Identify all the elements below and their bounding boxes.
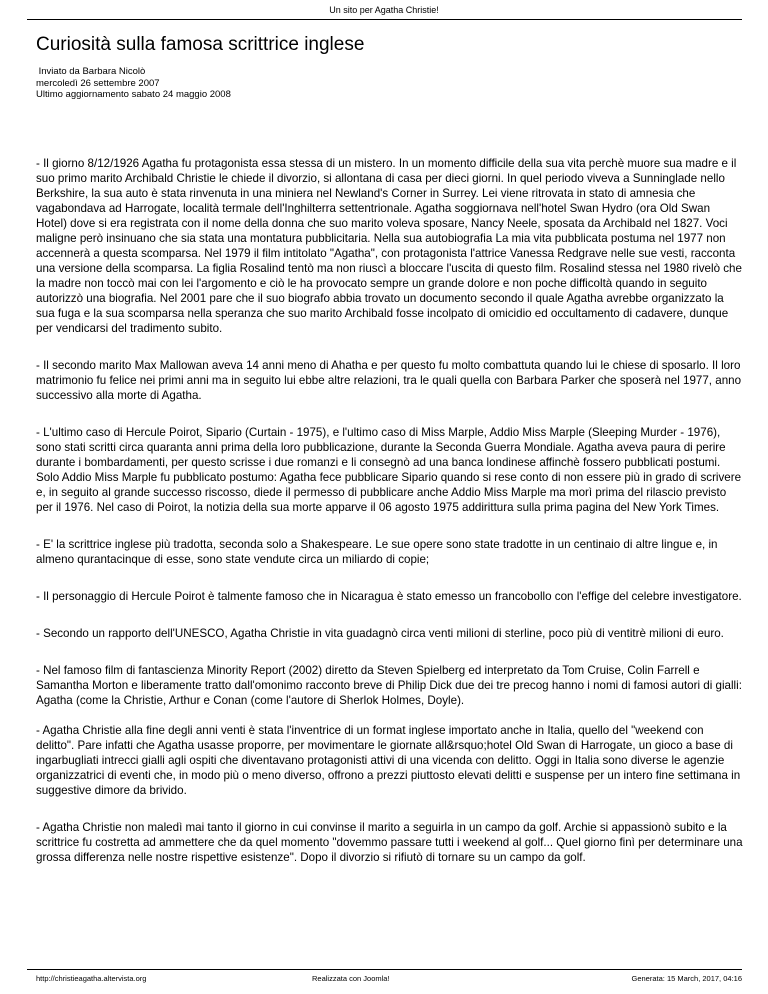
footer-site-url: http://christieagatha.altervista.org: [36, 974, 147, 983]
footer-divider: [27, 969, 742, 970]
paragraph-last-cases: - L'ultimo caso di Hercule Poirot, Sipario (Curtain - 1975), e l'ultimo caso di Miss Marple, Addio Miss Marple (Sleeping Murder - 1976), sono stati scritti circa quaranta anni prima della loro pubblicazione, durante la Seconda Guerra Mondiale. Agatha aveva paura di perire durante i bombardamenti, per questo scrisse i due romanzi e li consegnò ad una banca londinese affinchè fossero pubblicati postumi. Solo Addio Miss Marple fu pubblicato postumo: Agatha fece pubblicare Sipario quando si rese conto di non essere più in grado di scrivere e, in seguito al grande successo riscosso, diede il permesso di pubblicare anche Addio Miss Marple ma morì prima del rilascio previsto per il 1976. Nel caso di Poirot, la notizia della sua morte apparve il 06 agosto 1975 addirittura sulla prima pagina del New York Times.: [36, 426, 742, 514]
site-header-title: Un sito per Agatha Christie!: [329, 5, 439, 15]
page-footer: [36, 974, 742, 986]
posted-date: mercoledì 26 settembre 2007: [36, 77, 160, 89]
paragraph-minority-report: - Nel famoso film di fantascienza Minority Report (2002) diretto da Steven Spielberg ed interpretato da Tom Cruise, Colin Farrell e Samantha Morton e liberamente tratto dall'omonimo racconto breve di Philip Dick due dei tre precog hanno i nomi di famosi autori di gialli: Agatha (come la Christie, Arthur e Conan (come l'autore di Sherlok Holmes, Doyle).: [36, 664, 742, 707]
paragraph-murder-weekend: - Agatha Christie alla fine degli anni venti è stata l'inventrice di un format inglese importato anche in Italia, quello del "weekend con delitto". Pare infatti che Agatha usasse proporre, per movimentare le giornate all&rsquo;hotel Old Swan di Harrogate, un gioco a base di ingarbugliati intrecci gialli agli ospiti che diventavano protagonisti attivi di una vicenda con delitto. Oggi in Italia sono diverse le agenzie organizzatrici di eventi che, in modo più o meno diverso, offrono a prezzi piuttosto elevati delitti e suspense per un intero fine settimana in suggestive dimore da brivido.: [36, 724, 741, 797]
paragraph-translations: - E' la scrittrice inglese più tradotta, seconda solo a Shakespeare. Le sue opere sono state tradotte in un centinaio di altre lingue e, in almeno qurantacinque di esse, sono state vendute circa un miliardo di copie;: [36, 538, 718, 566]
paragraph-second-husband: - Il secondo marito Max Mallowan aveva 14 anni meno di Ahatha e per questo fu molto combattuta quando lui le chiese di sposarlo. Il loro matrimonio fu felice nei primi anni ma in seguito lui ebbe altre relazioni, tra le quali quella con Barbara Parker che sposerà nel 1977, anno successivo alla morte di Agatha.: [36, 359, 742, 402]
paragraph-stamp: - Il personaggio di Hercule Poirot è talmente famoso che in Nicaragua è stato emesso un francobollo con l'effige del celebre investigatore.: [36, 590, 742, 603]
footer-generated-date: Generata: 15 March, 2017, 04:16: [631, 974, 742, 983]
author-line: Inviato da Barbara Nicolò: [36, 66, 146, 77]
paragraph-disappearance: - Il giorno 8/12/1926 Agatha fu protagonista essa stessa di un mistero. In un momento difficile della sua vita perchè muore sua madre e il suo primo marito Archibald Christie le chiede il divorzio, si allontana di casa per dieci giorni. In quel periodo viveva a Sunninglade nello Berkshire, la sua auto è stata rinvenuta in una miniera nel Newland's Corner in Surrey. Lei viene ritrovata in stato di amnesia che vagabondava ad Harrogate, località termale dell'Inghilterra settentrionale. Agatha soggiornava nell'hotel Swan Hydro (ora Old Swan Hotel) dove si era registrata con il nome della donna che suo marito voleva sposare, Nancy Neele, sposata da Archibald nel 1827. Voci maligne però insinuano che sia stata una montatura pubblicitaria. Nella sua autobiografia La mia vita pubblicata postuma nel 1977 non accennerà a questa scomparsa. Nel 1979 il film intitolato "Agatha", con protagonista l'attrice Vanessa Redgrave nelle sue vesti, racconta una versione della scomparsa. La figlia Rosalind tentò ma non riuscì a bloccare l'uscita di questo film. Rosalind stessa nel 1980 rivelò che la madre non toccò mai con lei l'argomento e ciò le ha provocato sempre un grande dolore e non poche difficoltà quando in seguito autorizzò una biografia. Nel 2001 pare che il suo biografo abbia trovato un documento secondo il quale Agatha avrebbe organizzato la sua fuga e la sua scomparsa nella speranza che suo marito Archibald fosse incolpato di omicidio ed occultamento di cadavere, dunque per vendicarsi del tradimento subito.: [36, 157, 742, 335]
header-divider: [27, 19, 742, 20]
article-meta: [36, 66, 231, 101]
paragraph-earnings: - Secondo un rapporto dell'UNESCO, Agatha Christie in vita guadagnò circa venti milioni di sterline, poco più di ventitrè milioni di euro.: [36, 627, 724, 640]
updated-line: Ultimo aggiornamento sabato 24 maggio 2008: [36, 89, 231, 100]
article-body: [36, 156, 744, 887]
footer-made-with: Realizzata con Joomla!: [312, 974, 390, 983]
paragraph-golf: - Agatha Christie non maledì mai tanto il giorno in cui convinse il marito a seguirla in un campo da golf. Archie si appassionò subito e la scrittrice fu costretta ad ammettere che da quel momento "dovemmo passare tutti i weekend al golf... Quel giorno finì per determinare una grossa differenza nelle nostre rispettive esistenze". Dopo il divorzio si rifiutò di tornare su un campo da golf.: [36, 821, 743, 864]
article-title: Curiosità sulla famosa scrittrice inglese: [36, 34, 365, 55]
